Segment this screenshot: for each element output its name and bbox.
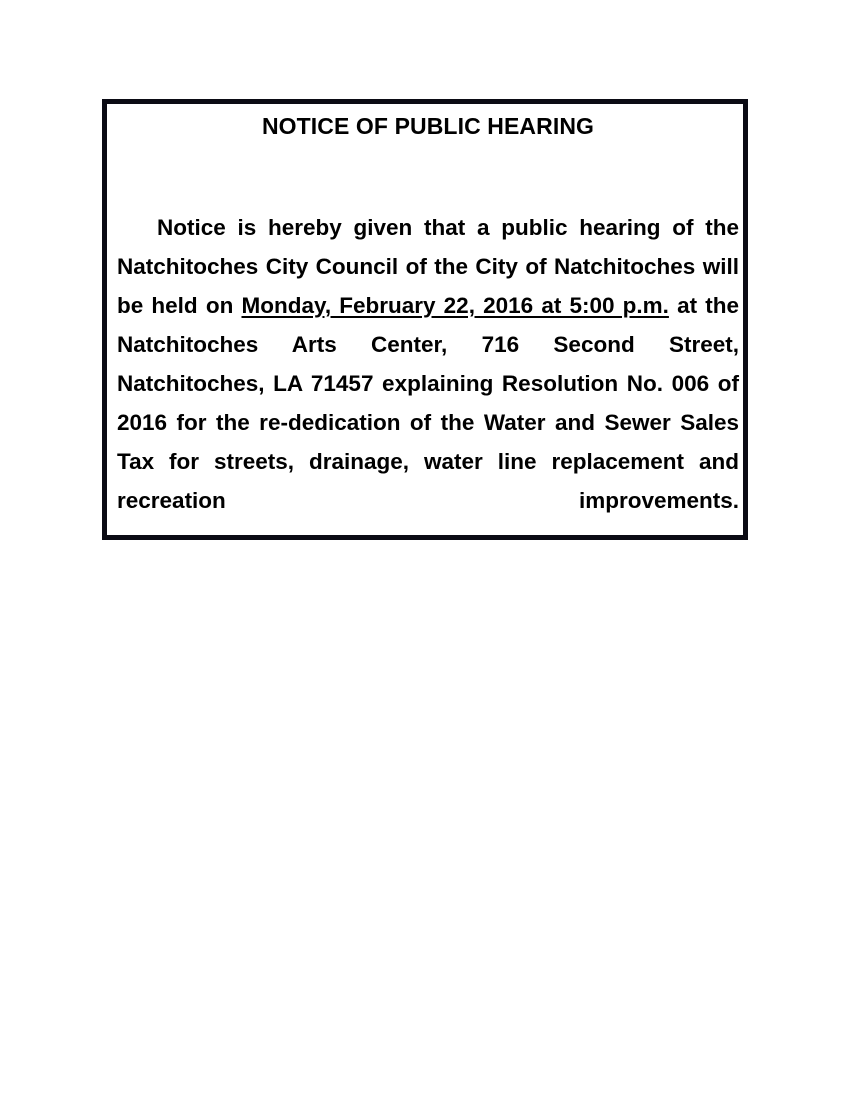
notice-title: NOTICE OF PUBLIC HEARING <box>261 113 595 139</box>
notice-box <box>102 99 748 540</box>
notice-content <box>112 107 748 581</box>
notice-body-segment-1: Notice is hereby given that a public hearing of the Natchitoches City Council of the City of Natchitoches will be held on <box>117 214 739 318</box>
title-body-spacer <box>117 146 739 185</box>
notice-body-paragraph <box>117 208 739 559</box>
notice-body-segment-2: at the Natchitoches Arts Center, 716 Second Street, Natchitoches, LA 71457 explaining Resolution No. 006 of 2016 for the re-dedication of the Water and Sewer Sales Tax for streets, drainage, water line replacement and recreation improvements. <box>117 292 739 513</box>
notice-hearing-datetime: Monday, February 22, 2016 at 5:00 p.m. <box>241 292 669 318</box>
